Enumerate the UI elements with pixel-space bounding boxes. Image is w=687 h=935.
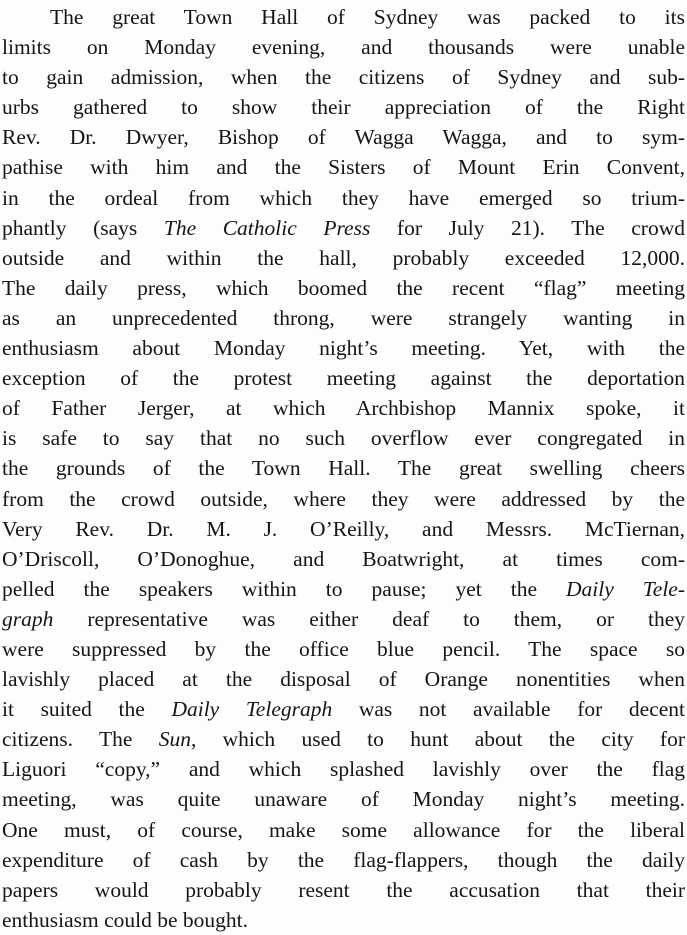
italic-title: Daily Telegraph: [171, 697, 333, 722]
line-text: it suited the: [2, 697, 172, 722]
article-line: in the ordeal from which they have emerged so trium-: [2, 185, 685, 210]
article-line: lavishly placed at the disposal of Orange nonentities when: [2, 667, 685, 692]
article-line: [2, 213, 685, 243]
article-line: enthusiasm about Monday night’s meeting. Yet, with the: [2, 336, 685, 361]
article-line: Very Rev. Dr. M. J. O’Reilly, and Messrs. McTiernan,: [2, 516, 685, 541]
article-line: [2, 604, 685, 634]
line-text: was not available for decent: [332, 697, 685, 722]
italic-title: graph: [2, 606, 54, 631]
article-line: limits on Monday evening, and thousands were unable: [2, 35, 685, 60]
article-line: the grounds of the Town Hall. The great swelling cheers: [2, 456, 685, 481]
article-line: exception of the protest meeting against the deportation: [2, 366, 685, 391]
line-text: citizens. The: [2, 727, 159, 752]
article-line: The great Town Hall of Sydney was packed to its: [50, 5, 685, 29]
article-line: to gain admission, when the citizens of Sydney and sub-: [2, 65, 685, 90]
article-line: as an unprecedented throng, were strangely wanting in: [2, 305, 685, 330]
article-line: expenditure of cash by the flag-flappers, though the daily: [2, 847, 685, 872]
italic-title: The Catholic Press: [163, 215, 371, 240]
article-line: were suppressed by the office blue pencil. The space so: [2, 636, 685, 661]
article-line: One must, of course, make some allowance for the liberal: [2, 817, 685, 842]
article-line: papers would probably resent the accusation that their: [2, 877, 685, 902]
line-text: pelled the speakers within to pause; yet the: [2, 576, 567, 601]
article-line: meeting, was quite unaware of Monday night’s meeting.: [2, 787, 685, 812]
italic-title: Sun: [158, 727, 191, 752]
article-line: O’Driscoll, O’Donoghue, and Boatwright, at times com-: [2, 546, 685, 571]
line-text: representative was either deaf to them, or they: [53, 606, 685, 631]
article-line: [2, 724, 685, 754]
article-line: [2, 574, 685, 604]
article-body: [2, 2, 685, 935]
line-text: phantly (says: [2, 215, 164, 240]
article-line: Rev. Dr. Dwyer, Bishop of Wagga Wagga, and to sym-: [2, 125, 685, 150]
line-text: , which used to hunt about the city for: [190, 727, 685, 752]
line-text: for July 21). The crowd: [370, 215, 685, 240]
article-line: of Father Jerger, at which Archbishop Mannix spoke, it: [2, 396, 685, 421]
article-line: The daily press, which boomed the recent “flag” meeting: [2, 275, 685, 300]
article-line: from the crowd outside, where they were addressed by the: [2, 486, 685, 511]
article-line: outside and within the hall, probably exceeded 12,000.: [2, 245, 685, 270]
italic-title: Daily Tele-: [566, 576, 685, 601]
article-line: is safe to say that no such overflow ever congregated in: [2, 426, 685, 451]
article-line: urbs gathered to show their appreciation of the Right: [2, 95, 685, 120]
article-line: [2, 694, 685, 724]
article-line: pathise with him and the Sisters of Mount Erin Convent,: [2, 155, 685, 180]
article-line: enthusiasm could be bought.: [2, 907, 249, 932]
article-line: Liguori “copy,” and which splashed lavishly over the flag: [2, 757, 685, 782]
